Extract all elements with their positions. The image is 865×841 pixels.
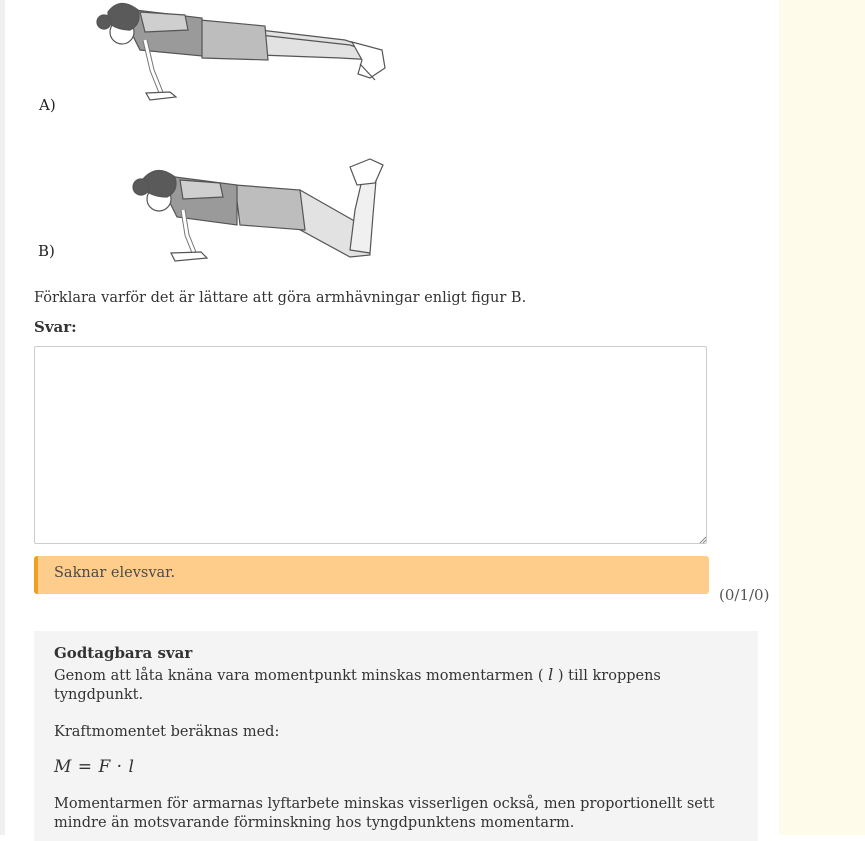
accepted-answer-paragraph-2: Kraftmomentet beräknas med: bbox=[54, 724, 280, 740]
answer-textarea[interactable] bbox=[34, 346, 707, 544]
alert-text: Saknar elevsvar. bbox=[54, 565, 176, 581]
torque-formula: M = F · l bbox=[54, 757, 135, 777]
answer-label: Svar: bbox=[34, 318, 77, 336]
p1-before: Genom att låta knäna vara momentpunkt minskas momentarmen ( bbox=[54, 668, 549, 684]
score-text: (0/1/0) bbox=[719, 586, 770, 604]
accepted-answer-paragraph-1 bbox=[54, 665, 738, 705]
figure-b-pushup-illustration bbox=[125, 155, 390, 265]
accepted-answer-paragraph-3: Momentarmen för armarnas lyftarbete minskas visserligen också, men proportionellt sett mindre än motsvarande förminskning hos tyngdpunktens momentarm. bbox=[54, 796, 715, 831]
p1-after: ) till kroppens tyngdpunkt. bbox=[54, 668, 661, 703]
question-text: Förklara varför det är lättare att göra armhävningar enligt figur B. bbox=[34, 290, 527, 306]
missing-answer-alert bbox=[34, 556, 709, 594]
right-side-panel bbox=[779, 0, 865, 835]
figure-a-label: A) bbox=[39, 96, 56, 114]
moment-arm-symbol: l bbox=[548, 665, 554, 684]
figure-b-label: B) bbox=[38, 242, 55, 260]
accepted-answers-box bbox=[34, 631, 758, 841]
figure-a-pushup-illustration bbox=[90, 0, 390, 105]
resize-handle-icon[interactable] bbox=[699, 536, 707, 544]
accepted-answers-title: Godtagbara svar bbox=[54, 644, 193, 662]
